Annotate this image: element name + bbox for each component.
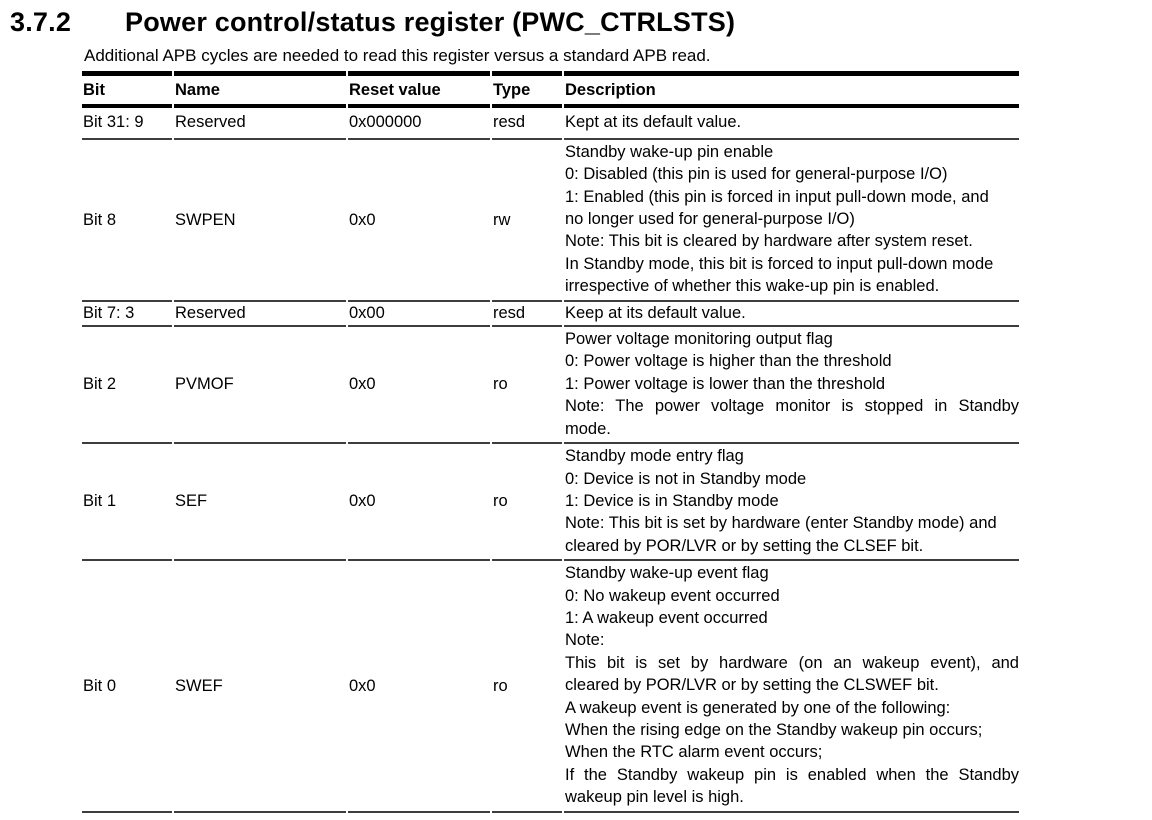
cell-bit: Bit 8 xyxy=(82,140,172,302)
description-line: Note: The power voltage monitor is stopped in Standby xyxy=(565,397,1019,416)
description-line: 0: Device is not in Standby mode xyxy=(565,469,807,488)
row-swef xyxy=(82,561,1019,812)
description-line: 0: No wakeup event occurred xyxy=(565,586,780,605)
cell-type: resd xyxy=(492,302,562,327)
description-line: Power voltage monitoring output flag xyxy=(565,330,833,349)
column-header-bit: Bit xyxy=(82,71,172,108)
cell-description xyxy=(564,561,1019,812)
description-line: Note: xyxy=(565,631,605,650)
cell-bit: Bit 2 xyxy=(82,327,172,444)
cell-type: ro xyxy=(492,561,562,812)
cell-name: Reserved xyxy=(174,302,346,327)
cell-name: SWPEN xyxy=(174,140,346,302)
cell-name: SEF xyxy=(174,444,346,561)
cell-type: ro xyxy=(492,444,562,561)
description-line: Note: This bit is set by hardware (enter Standby mode) and xyxy=(565,514,997,533)
register-table xyxy=(80,71,1021,813)
description-line: Standby wake-up event flag xyxy=(565,564,769,583)
description-line: 1: Power voltage is lower than the threshold xyxy=(565,374,886,393)
description-line: 0: Power voltage is higher than the threshold xyxy=(565,352,892,371)
description-line: Note: This bit is cleared by hardware after system reset. xyxy=(565,232,973,251)
cell-name: PVMOF xyxy=(174,327,346,444)
description-line: Standby wake-up pin enable xyxy=(565,142,774,161)
cell-reset-value: 0x00 xyxy=(348,302,490,327)
cell-bit: Bit 1 xyxy=(82,444,172,561)
cell-type: ro xyxy=(492,327,562,444)
intro-text: Additional APB cycles are needed to read this register versus a standard APB read. xyxy=(84,46,711,65)
column-header-description: Description xyxy=(564,71,1019,108)
cell-description xyxy=(564,108,1019,139)
section-number: 3.7.2 xyxy=(10,7,72,37)
description-line: mode. xyxy=(565,419,611,438)
cell-bit: Bit 31: 9 xyxy=(82,108,172,139)
description-line: Standby mode entry flag xyxy=(565,447,744,466)
row-sef xyxy=(82,444,1019,561)
description-line: no longer used for general-purpose I/O) xyxy=(565,210,855,229)
cell-type: resd xyxy=(492,108,562,139)
description-line: 1: Device is in Standby mode xyxy=(565,491,779,510)
row-reserved-31-9 xyxy=(82,108,1019,139)
description-line: When the rising edge on the Standby wakeup pin occurs; xyxy=(565,720,983,739)
cell-description xyxy=(564,327,1019,444)
header-row xyxy=(82,71,1019,108)
column-header-type: Type xyxy=(492,71,562,108)
description-line: When the RTC alarm event occurs; xyxy=(565,743,823,762)
description-line: cleared by POR/LVR or by setting the CLSEF bit. xyxy=(565,536,924,555)
cell-name: SWEF xyxy=(174,561,346,812)
description-line: Kept at its default value. xyxy=(565,113,742,132)
cell-description xyxy=(564,302,1019,327)
table-header xyxy=(82,71,1019,108)
description-line: 1: A wakeup event occurred xyxy=(565,608,768,627)
row-reserved-7-3 xyxy=(82,302,1019,327)
description-line: In Standby mode, this bit is forced to input pull-down mode xyxy=(565,254,994,273)
description-line: 1: Enabled (this pin is forced in input pull-down mode, and xyxy=(565,187,989,206)
row-swpen xyxy=(82,140,1019,302)
cell-description xyxy=(564,444,1019,561)
column-header-name: Name xyxy=(174,71,346,108)
cell-bit: Bit 7: 3 xyxy=(82,302,172,327)
description-line: A wakeup event is generated by one of the following: xyxy=(565,698,951,717)
description-line: Keep at its default value. xyxy=(565,303,746,322)
cell-description xyxy=(564,140,1019,302)
description-line: wakeup pin level is high. xyxy=(565,788,744,807)
description-line: cleared by POR/LVR or by setting the CLSWEF bit. xyxy=(565,676,939,695)
cell-name: Reserved xyxy=(174,108,346,139)
page-title: Power control/status register (PWC_CTRLSTS) xyxy=(125,7,736,37)
description-line: 0: Disabled (this pin is used for general-purpose I/O) xyxy=(565,165,948,184)
description-line: irrespective of whether this wake-up pin is enabled. xyxy=(565,277,940,296)
cell-reset-value: 0x0 xyxy=(348,327,490,444)
cell-type: rw xyxy=(492,140,562,302)
cell-reset-value: 0x0 xyxy=(348,140,490,302)
cell-reset-value: 0x0 xyxy=(348,561,490,812)
row-pvmof xyxy=(82,327,1019,444)
cell-bit: Bit 0 xyxy=(82,561,172,812)
description-line: This bit is set by hardware (on an wakeup event), and xyxy=(565,653,1019,672)
cell-reset-value: 0x000000 xyxy=(348,108,490,139)
description-line: If the Standby wakeup pin is enabled when the Standby xyxy=(565,765,1019,784)
section-heading xyxy=(0,0,1152,38)
column-header-reset-value: Reset value xyxy=(348,71,490,108)
cell-reset-value: 0x0 xyxy=(348,444,490,561)
